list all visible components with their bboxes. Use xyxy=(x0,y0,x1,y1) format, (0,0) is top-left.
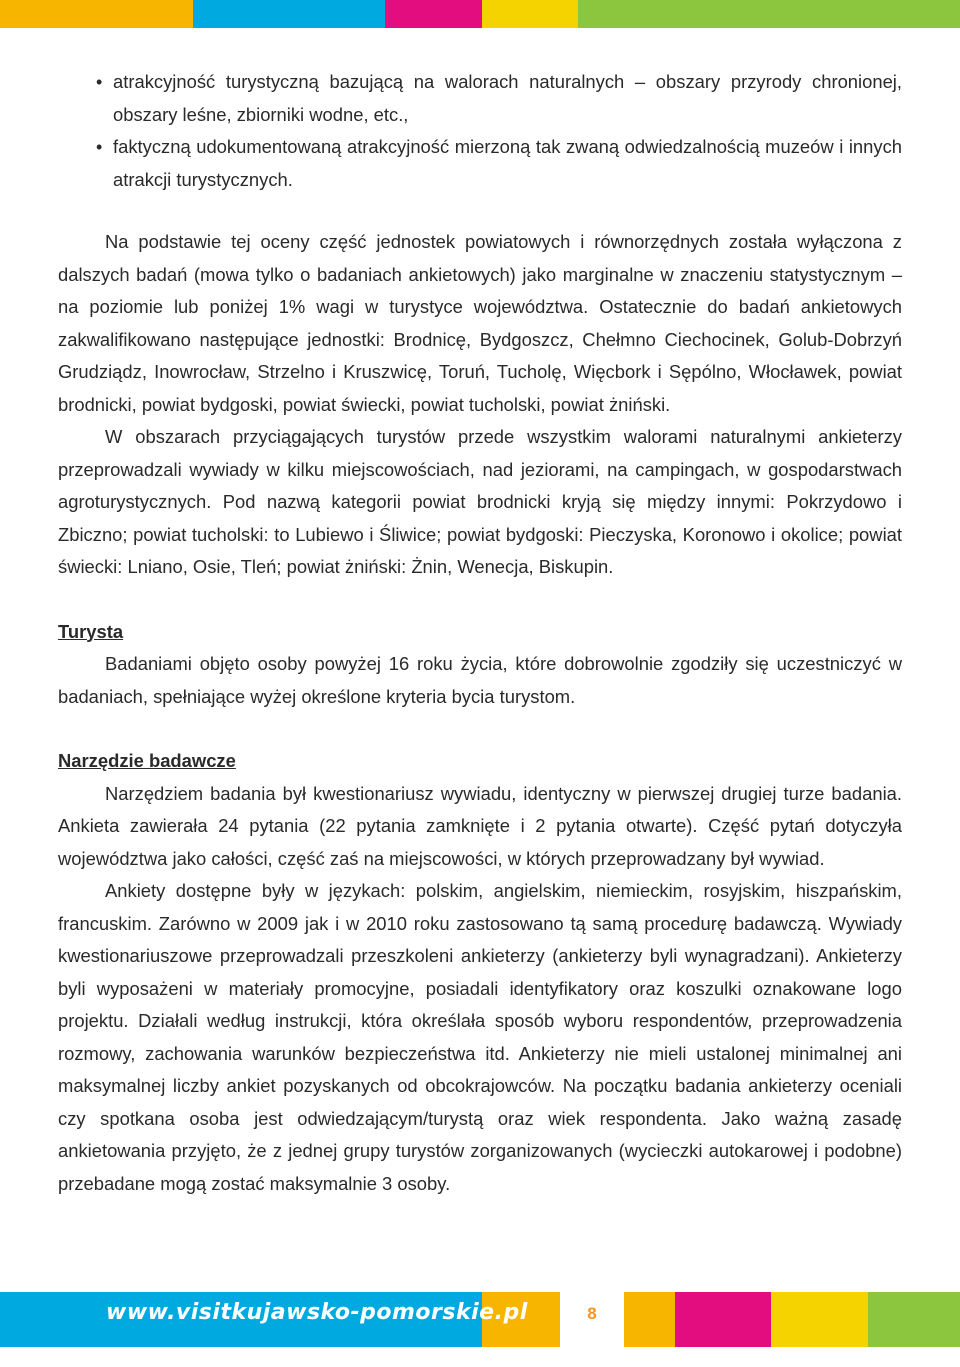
top-bar-segment-green xyxy=(578,0,960,28)
heading-narzedzie: Narzędzie badawcze xyxy=(58,750,236,771)
bullet-icon: • xyxy=(96,72,103,92)
list-item xyxy=(0,66,902,131)
top-bar-segment-magenta xyxy=(385,0,482,28)
footer-bar-segment-magenta xyxy=(675,1292,771,1347)
page-number: 8 xyxy=(587,1304,597,1323)
list-item xyxy=(0,131,902,196)
heading-turysta: Turysta xyxy=(58,620,124,642)
paragraph-narzedzie-1: Narzędziem badania był kwestionariusz wywiadu, identyczny w pierwszej drugiej turze badania. Ankieta zawierała 24 pytania (22 pytania zamknięte i 2 pytania otwarte). Część pytań dotyczyła województwa jako całości, część zaś na miejscowości, w których przeprowadzany był wywiad. xyxy=(58,782,902,869)
paragraph-units: Na podstawie tej oceny część jednostek powiatowych i równorzędnych została wyłączona z dalszych badań (mowa tylko o badaniach ankietowych) jako marginalne w znaczeniu statystycznym – na poziomie lub poniżej 1% wagi w turystyce województwa. Ostatecznie do badań ankietowych zakwalifikowano następujące jednostki: Brodnicę, Bydgoszcz, Chełmno Ciechocinek, Golub-Dobrzyń Grudziądz, Inowrocław, Strzelno i Kruszwicę, Toruń, Tucholę, Więcbork i Sępólno, Włocławek, powiat brodnicki, powiat bydgoski, powiat świecki, powiat tucholski, powiat żniński. xyxy=(58,231,902,415)
bullet-text: atrakcyjność turystyczną bazującą na walorach naturalnych – obszary przyrody chronionej, obszary leśne, zbiorniki wodne, etc., xyxy=(113,71,902,125)
bullet-list xyxy=(58,66,902,196)
paragraph-narzedzie-2: Ankiety dostępne były w językach: polskim, angielskim, niemieckim, rosyjskim, hiszpańskim, francuskim. Zarówno w 2009 jak i w 2010 roku zastosowano tą samą procedurę badawczą. Wywiady kwestionariuszowe przeprowadzali przeszkoleni ankieterzy (ankieterzy byli wynagradzani). Ankieterzy byli wyposażeni w materiały promocyjne, posiadali identyfikatory oraz koszulki oznakowane logo projektu. Działali według instrukcji, która określała sposób wyboru respondentów, przeprowadzenia rozmowy, zachowania warunków bezpieczeństwa itd. Ankieterzy nie mieli ustalonej minimalnej ani maksymalnej liczby ankiet pozyskanych od obcokrajowców. Na początku badania ankieterzy oceniali czy spotkana osoba jest odwiedzającym/turystą oraz wiek respondenta. Jako ważną zasadę ankietowania przyjęto, że z jednej grupy turystów zorganizowanych (wycieczki autokarowej i podobne) przebadane mogą zostać maksymalnie 3 osoby. xyxy=(58,880,902,1194)
paragraph-areas: W obszarach przyciągających turystów przede wszystkim walorami naturalnymi ankieterzy przeprowadzali wywiady w kilku miejscowościach, nad jeziorami, na campingach, w gospodarstwach agroturystycznych. Pod nazwą kategorii powiat brodnicki kryją się między innymi: Pokrzydowo i Zbiczno; powiat tucholski: to Lubiewo i Śliwice; powiat bydgoski: Pieczyska, Koronowo i okolice; powiat świecki: Lniano, Osie, Tleń; powiat żniński: Żnin, Wenecja, Biskupin. xyxy=(58,426,902,577)
bullet-icon: • xyxy=(96,137,103,157)
paragraph-turysta: Badaniami objęto osoby powyżej 16 roku życia, które dobrowolnie zgodziły się uczestniczyć w badaniach, spełniające wyżej określone kryteria bycia turystom. xyxy=(58,653,902,707)
footer-bar-segment-green xyxy=(868,1292,960,1347)
footer-website-link[interactable]: www.visitkujawsko-pomorskie.pl xyxy=(106,1300,528,1325)
bullet-text: faktyczną udokumentowaną atrakcyjność mierzoną tak zwaną odwiedzalnością muzeów i innych atrakcji turystycznych. xyxy=(113,136,902,190)
footer-bar-segment-gold xyxy=(771,1292,868,1347)
top-color-bar xyxy=(0,0,960,28)
top-bar-segment-blue xyxy=(193,0,385,28)
top-bar-segment-yellow xyxy=(0,0,193,28)
top-bar-segment-gold xyxy=(482,0,578,28)
footer xyxy=(0,1292,960,1367)
document-body xyxy=(58,66,902,1200)
